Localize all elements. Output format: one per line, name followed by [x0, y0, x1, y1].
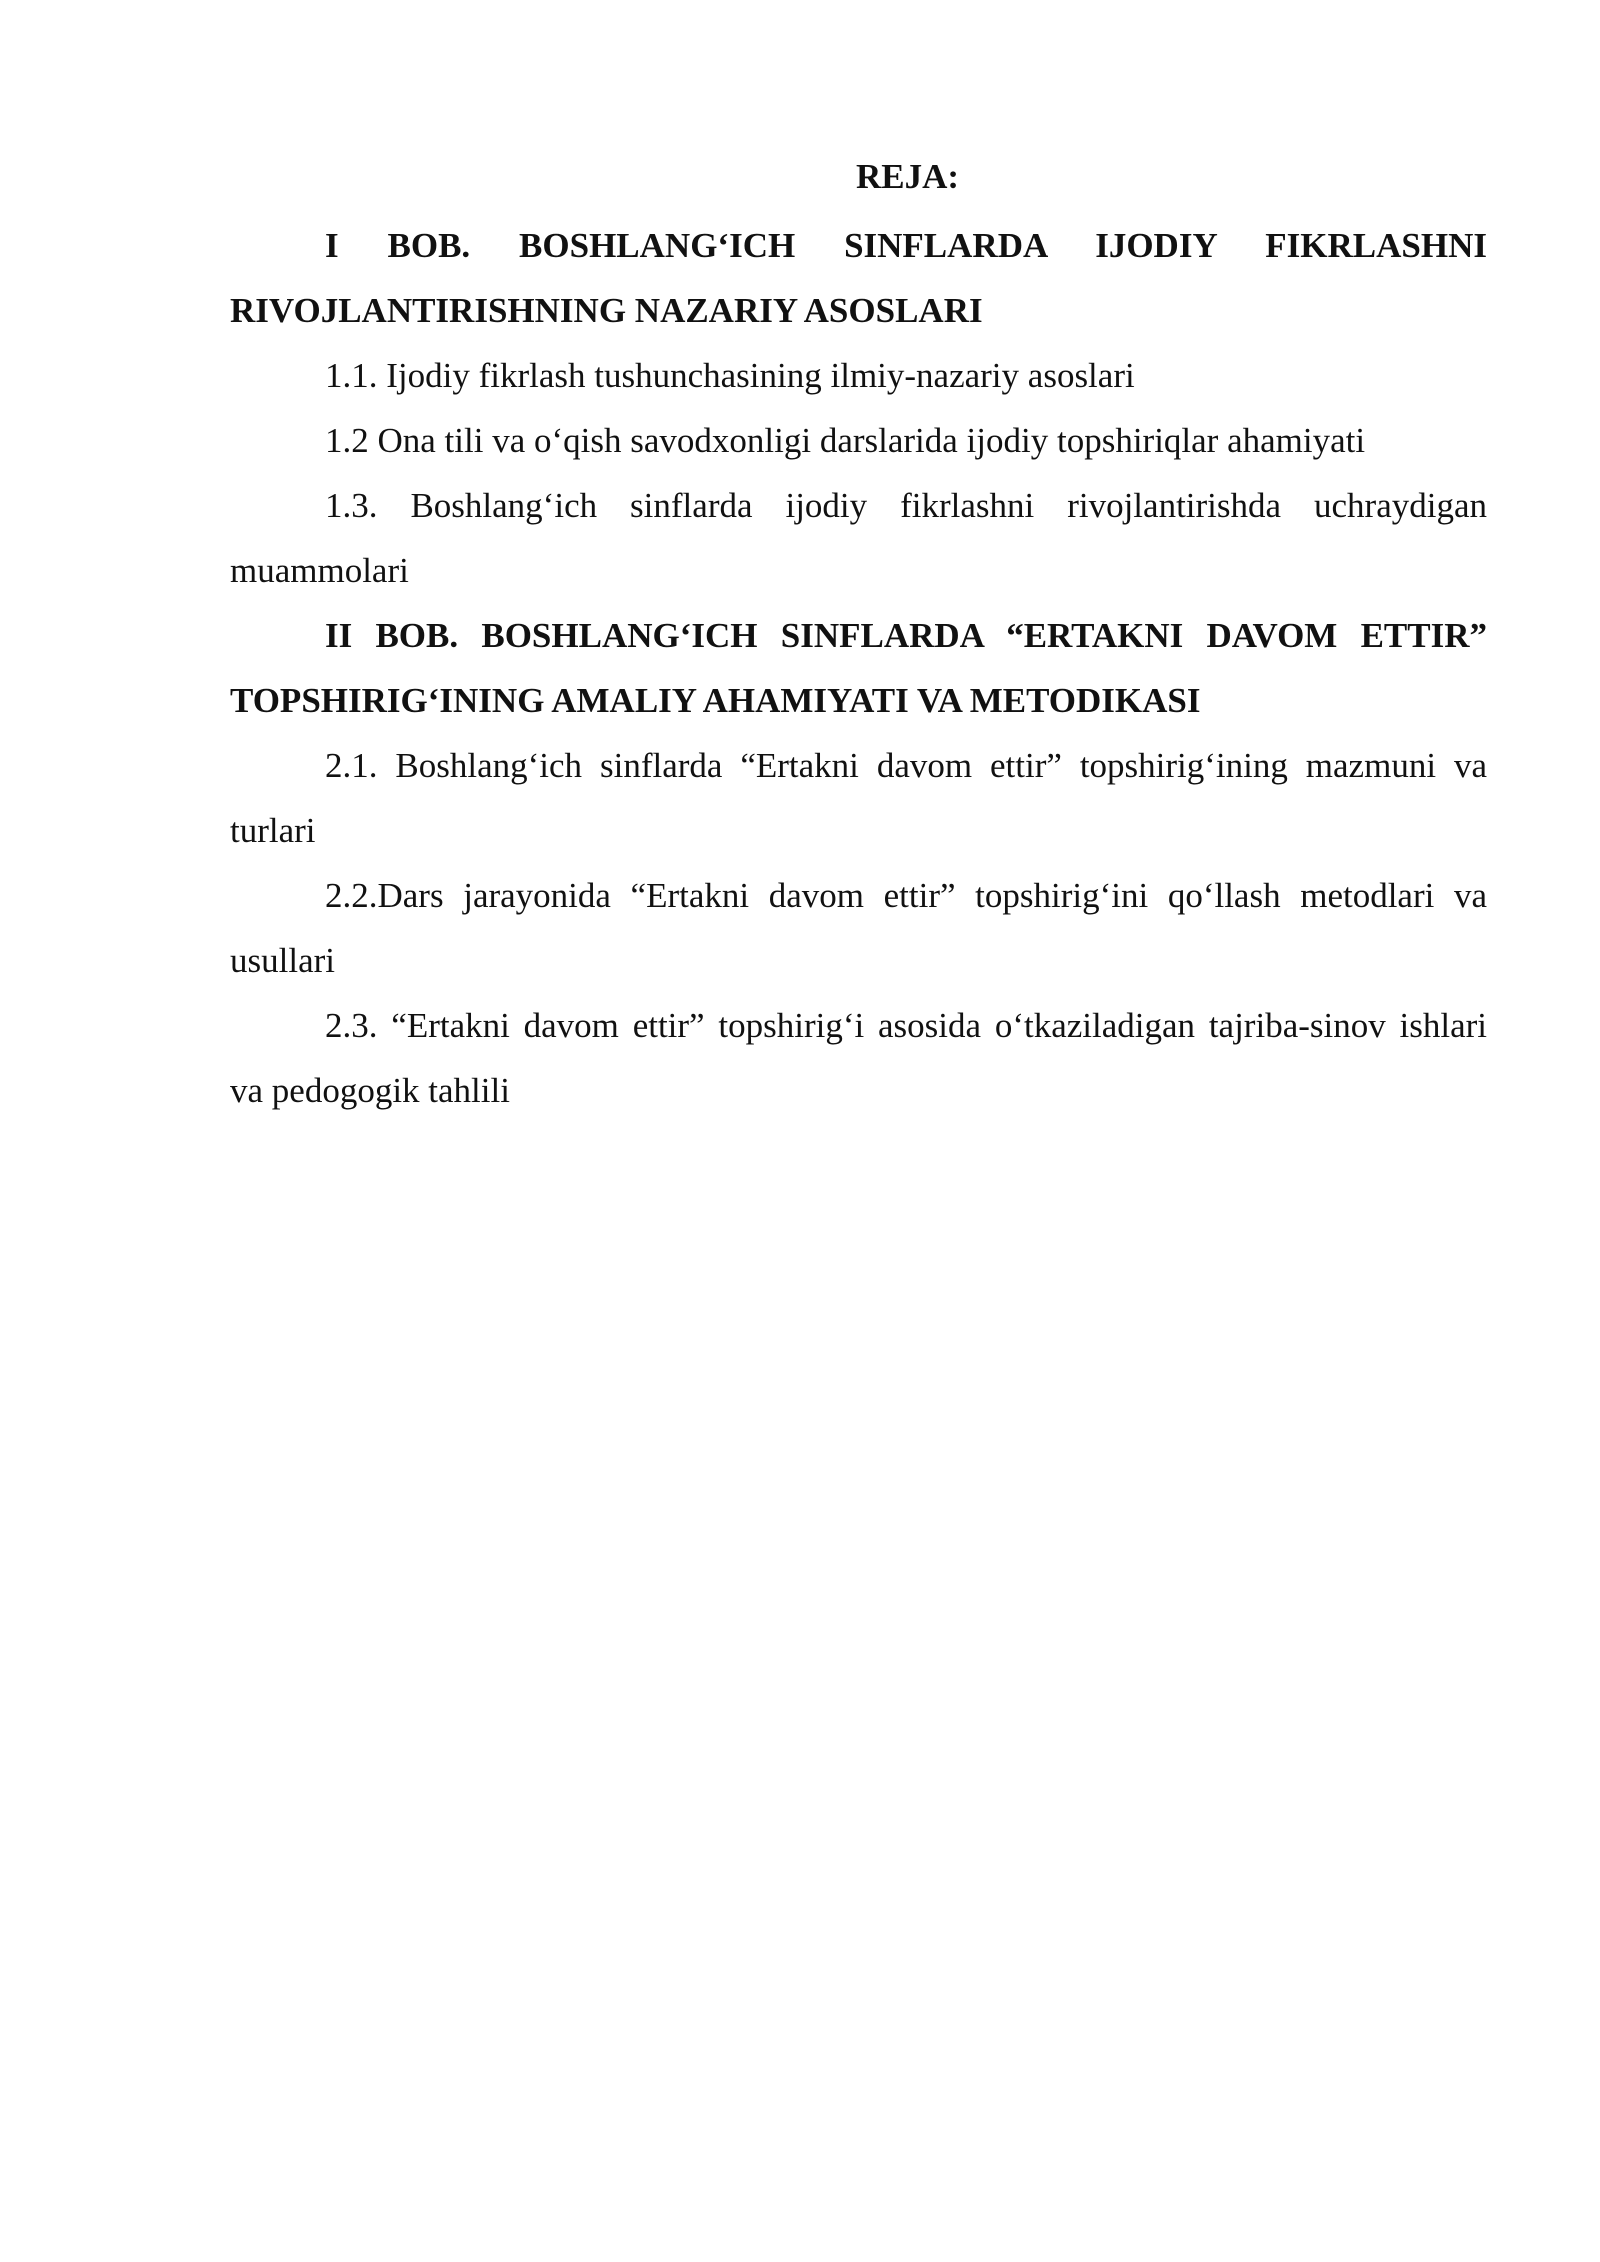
chapter-1-heading: I BOB. BOSHLANG‘ICH SINFLARDA IJODIY FIKRLASHNI RIVOJLANTIRISHNING NAZARIY ASOSLARI: [230, 226, 1487, 330]
section-1-1: 1.1. Ijodiy fikrlash tushunchasining ilmiy-nazariy asoslari: [325, 356, 1135, 395]
section-2-2: 2.2.Dars jarayonida “Ertakni davom ettir” topshirig‘ini qo‘llash metodlari va usullari: [230, 876, 1487, 980]
section-2-3: 2.3. “Ertakni davom ettir” topshirig‘i asosida o‘tkaziladigan tajriba-sinov ishlari va pedogogik tahlili: [230, 1006, 1487, 1110]
chapter-2-heading: II BOB. BOSHLANG‘ICH SINFLARDA “ERTAKNI DAVOM ETTIR” TOPSHIRIG‘INING AMALIY AHAMIYATI VA METODIKASI: [230, 616, 1487, 720]
plan-title: REJA:: [855, 157, 960, 196]
document-page: [230, 148, 1487, 1123]
section-1-2: 1.2 Ona tili va o‘qish savodxonligi darslarida ijodiy topshiriqlar ahamiyati: [325, 421, 1366, 460]
section-1-3: 1.3. Boshlang‘ich sinflarda ijodiy fikrlashni rivojlantirishda uchraydigan muammolari: [230, 486, 1487, 590]
section-2-1: 2.1. Boshlang‘ich sinflarda “Ertakni davom ettir” topshirig‘ining mazmuni va turlari: [230, 746, 1487, 850]
